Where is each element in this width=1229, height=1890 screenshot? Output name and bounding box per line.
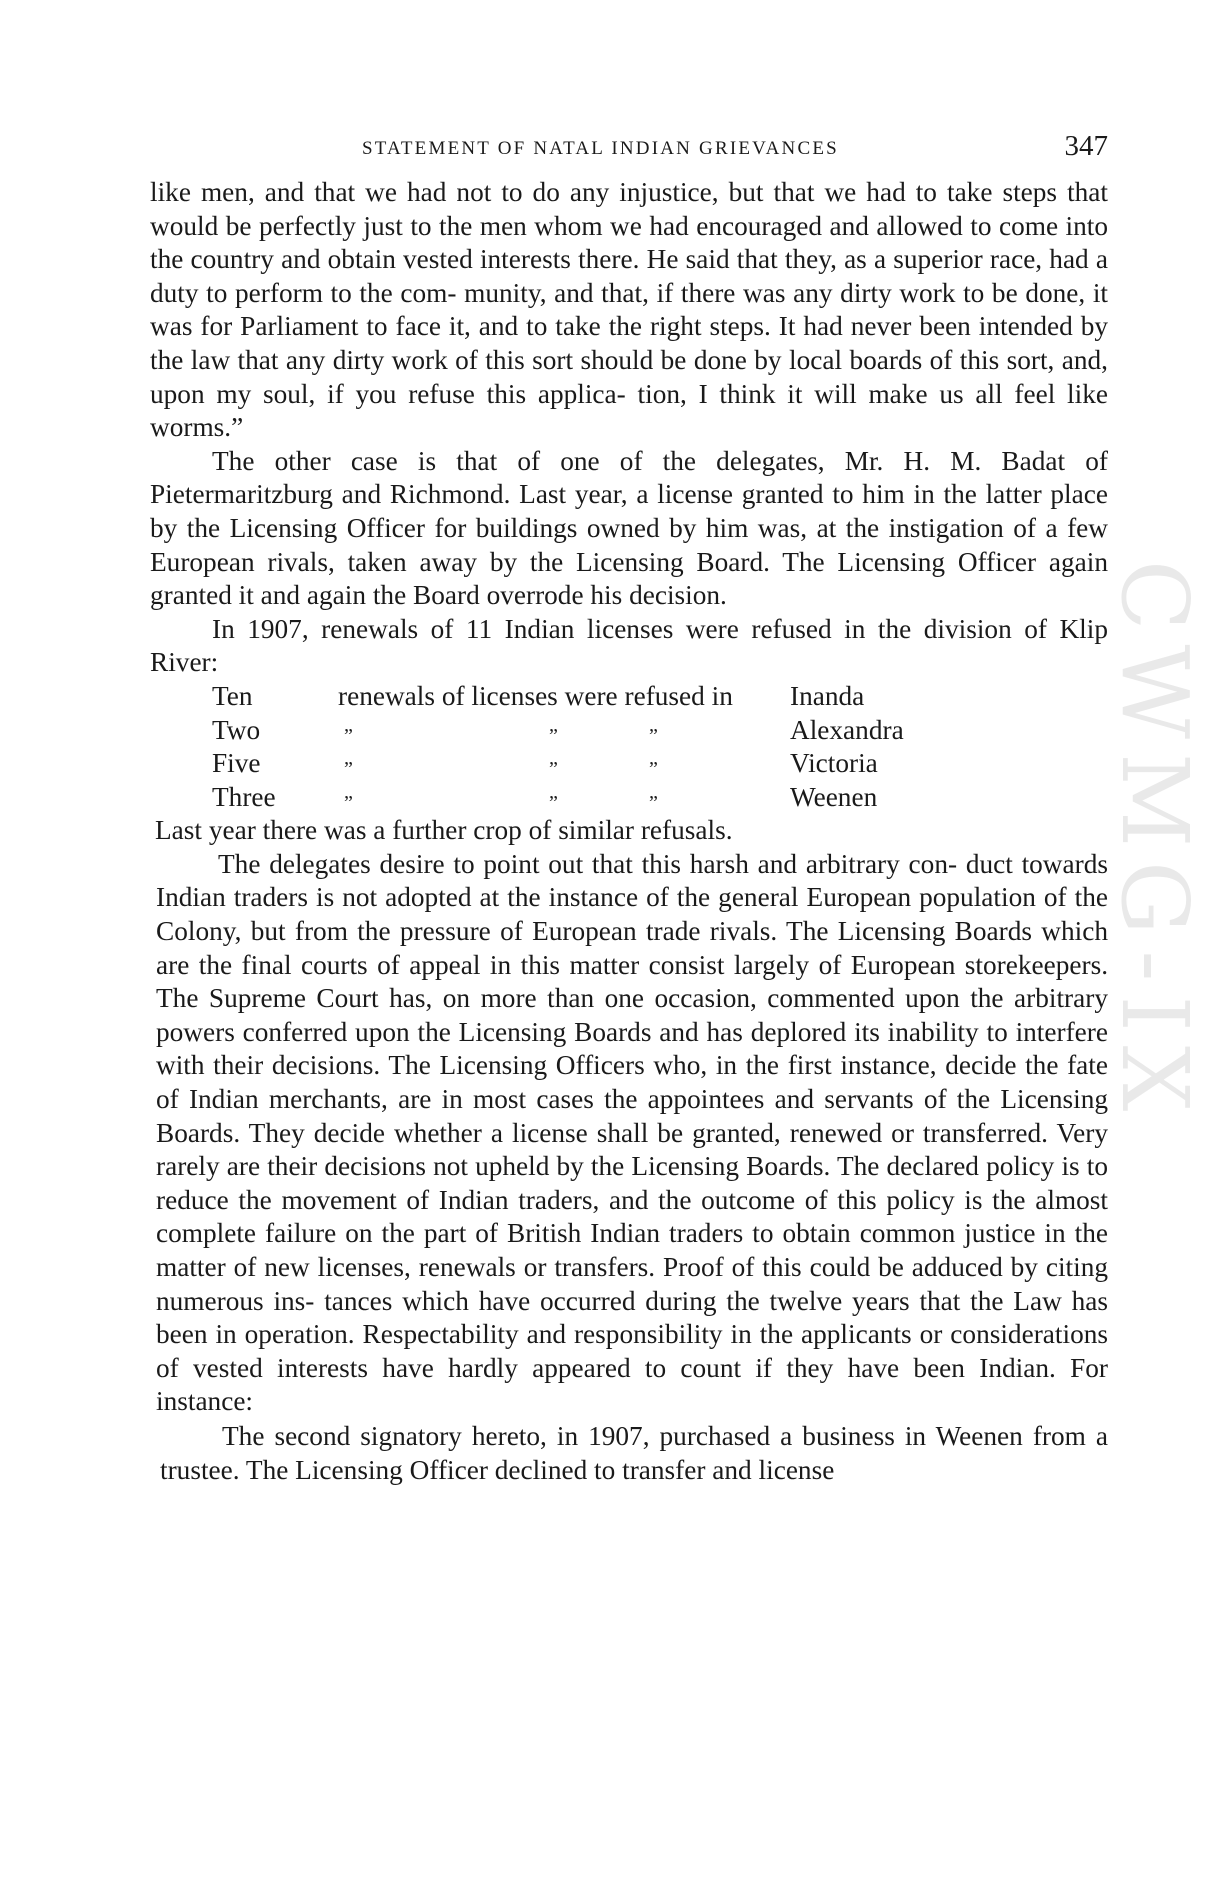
text-line: The other case is that of one of the delegates, Mr. H. M. Badat of (212, 445, 1108, 476)
refusal-text: renewals of licenses were refused in (338, 680, 733, 711)
refusal-place: Alexandra (790, 714, 904, 745)
text-line: is to reduce the movement of Indian traders, and the outcome of this (156, 1151, 1109, 1215)
text-line: instance, decide the fate of Indian merchants, are in most cases the (156, 1050, 1109, 1115)
refusal-count: Five (212, 748, 261, 779)
paragraph-badat-case (150, 445, 1108, 613)
text-line: overrode his decision. (486, 580, 727, 611)
list-item (212, 680, 1108, 714)
paragraph-quote-continuation (150, 176, 1108, 445)
refusal-list (212, 680, 1108, 814)
text-line: The delegates desire to point out that this harsh and arbitrary con- (218, 848, 958, 879)
refusal-place: Victoria (790, 748, 878, 779)
text-line: policy is the almost complete failure on the part of British Indian (156, 1184, 1109, 1249)
page-number: 347 (1064, 130, 1108, 162)
last-year-line: Last year there was a further crop of similar refusals. (155, 815, 733, 846)
text-line: the latter place by the Licensing Officer for buildings owned by him was, (150, 479, 1108, 543)
text-line: conferred upon the Licensing Boards and has deplored its inability to (242, 1016, 1008, 1047)
ditto-mark: ” (344, 724, 353, 747)
ditto-mark: ” (549, 791, 558, 814)
text-line: been in operation. Respectability and responsibility in the applicants (156, 1319, 912, 1350)
text-line: this matter consist largely of European storekeepers. The Supreme Court (156, 949, 1109, 1014)
text-line: decisions not upheld by the Licensing Boards. The declared policy (324, 1151, 1055, 1182)
text-line: duct towards Indian traders is not adopted at the instance of the general (156, 848, 1109, 913)
text-line: munity, and that, if there was any dirty work to be done, it was for (150, 277, 1109, 342)
page-header (150, 130, 1108, 174)
refusal-place: Weenen (790, 781, 878, 812)
text-line: like men, and that we had not to do any injustice, but that we had to (150, 177, 937, 207)
ditto-mark: ” (649, 758, 658, 781)
list-item (212, 781, 1108, 815)
watermark-text: CWMG-IX (1101, 560, 1208, 1126)
paragraph-klip-river (150, 613, 1108, 680)
text-line: Board. The Licensing Officer again granted it and again the Board (150, 546, 1108, 611)
refusal-count: Three (212, 781, 276, 812)
ditto-mark: ” (649, 791, 658, 814)
ditto-mark: ” (344, 758, 353, 781)
text-line: from a trustee. The Licensing Officer declined to transfer and license (160, 1420, 1108, 1485)
text-line: He said that they, as a superior race, had a duty to perform to the com- (150, 244, 1108, 308)
text-line: at the instigation of a few European rivals, taken away by the Licensing (150, 512, 1109, 577)
refusal-count: Two (212, 714, 261, 745)
text-line: or transfers. Proof of this could be adduced by citing numerous ins- (156, 1252, 1108, 1316)
body-text (150, 176, 1108, 1487)
text-line: traders to obtain common justice in the matter of new licenses, renewals (156, 1218, 1108, 1282)
ditto-mark: ” (549, 724, 558, 747)
text-line: In 1907, renewals of 11 Indian licenses were refused in the division (212, 613, 1012, 644)
text-line: they have been Indian. For instance: (156, 1352, 1108, 1417)
text-line: tances which have occurred during the twelve years that the Law has (324, 1285, 1108, 1316)
refusal-count: Ten (212, 680, 253, 711)
text-line: intended by the law that any dirty work of this sort should be done by (150, 311, 1109, 375)
text-line: and allowed to come into the country and obtain vested interests there. (150, 210, 1108, 275)
paragraph-delegates (156, 848, 1108, 1419)
text-line: trade rivals. The Licensing Boards which are the final courts of appeal in (156, 916, 1108, 980)
text-line: of Klip River: (150, 613, 1109, 678)
ditto-mark: ” (649, 724, 658, 747)
refusal-place: Inanda (790, 680, 865, 711)
ditto-mark: ” (344, 791, 353, 814)
text-line: European population of the Colony, but from the pressure of European (156, 882, 1108, 947)
watermark (1101, 560, 1208, 1340)
text-line: interfere with their decisions. The Licensing Officers who, in the first (156, 1016, 1108, 1081)
text-line: has, on more than one occasion, commented upon the arbitrary powers (156, 983, 1108, 1047)
text-line: appointees and servants of the Licensing Boards. They decide whether (156, 1084, 1108, 1148)
text-line: Pietermaritzburg and Richmond. Last year, a license granted to him in (150, 479, 935, 510)
text-line: a license shall be granted, renewed or transferred. Very rarely are their (156, 1117, 1108, 1182)
text-line: or considerations of vested interests have hardly appeared to count if (156, 1319, 1108, 1383)
list-item (212, 714, 1108, 748)
text-line: local boards of this sort, and, upon my soul, if you refuse this applica- (150, 344, 1108, 409)
text-line: tion, I think it will make us all feel like worms.” (150, 378, 1108, 443)
list-item (212, 747, 1108, 781)
ditto-mark: ” (549, 758, 558, 781)
text-line: Parliament to face it, and to take the right steps. It had never been (240, 311, 971, 342)
text-line: The second signatory hereto, in 1907, purchased a business in Weenen (222, 1420, 1023, 1451)
running-title: STATEMENT OF NATAL INDIAN GRIEVANCES (362, 138, 839, 159)
paragraph-second-signatory (160, 1420, 1108, 1487)
text-line: take steps that would be perfectly just to the men whom we had encouraged (150, 177, 1109, 241)
